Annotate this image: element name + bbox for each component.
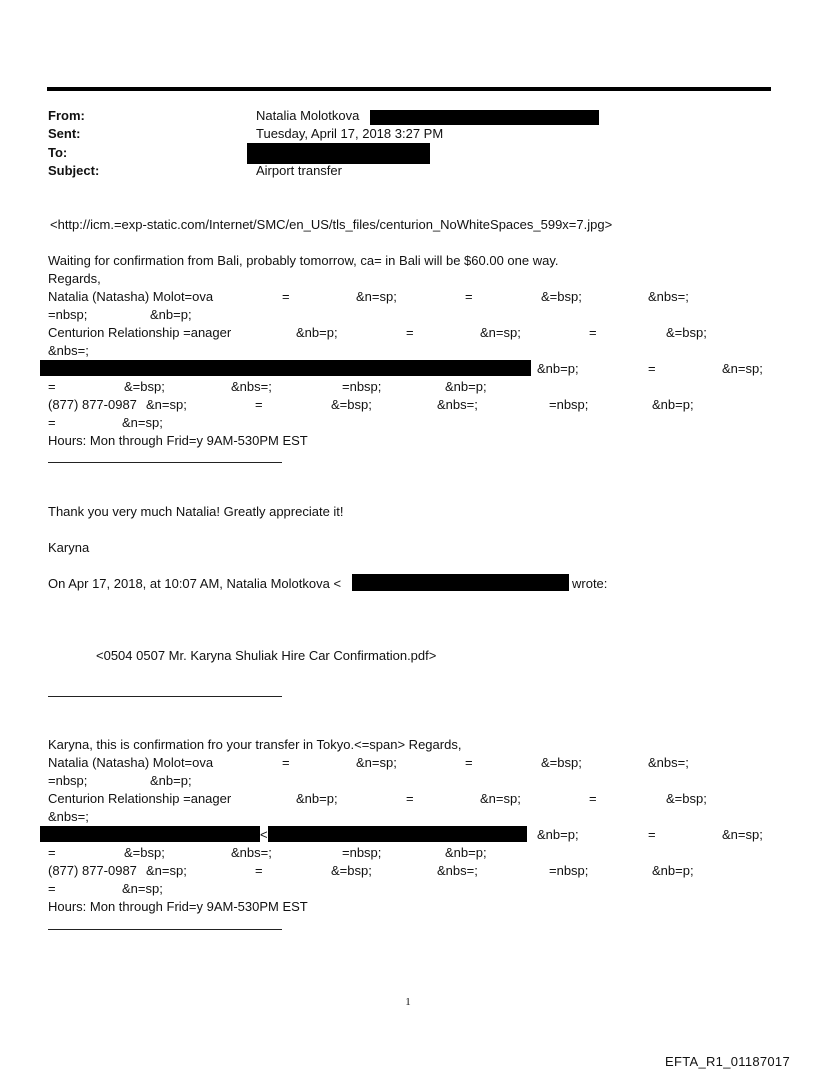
sig1-name-cell-4: &=bsp;	[541, 289, 582, 304]
sig2-title-cell-3: &n=sp;	[480, 791, 521, 806]
sig1-phone-cell-1: &n=sp;	[146, 397, 187, 412]
sig1-row6-cell-4: =nbsp;	[342, 379, 382, 394]
sig2-row6-cell-2: &=bsp;	[124, 845, 165, 860]
separator-2	[48, 696, 282, 697]
sig1-title-cell-1: &nb=p;	[296, 325, 338, 340]
redaction-quote-email	[352, 574, 569, 591]
sig2-row2-cell-1: =nbsp;	[48, 773, 88, 788]
sig1-redact-cell-3: &n=sp;	[722, 361, 763, 376]
sig2-row6-cell-4: =nbsp;	[342, 845, 382, 860]
sig1-phone-cell-2: =	[255, 397, 263, 412]
separator-1	[48, 462, 282, 463]
sig1-row2-cell-2: &nb=p;	[150, 307, 192, 322]
sig1-row4: &nbs=;	[48, 343, 89, 358]
sig2-phone-cell-6: &nb=p;	[652, 863, 694, 878]
message-1-regards: Regards,	[48, 271, 101, 286]
signature-2-hours: Hours: Mon through Frid=y 9AM-530PM EST	[48, 899, 308, 914]
sig1-phone-cell-4: &nbs=;	[437, 397, 478, 412]
sig2-phone-cell-4: &nbs=;	[437, 863, 478, 878]
sig1-name-cell-5: &nbs=;	[648, 289, 689, 304]
subject-value: Airport transfer	[256, 163, 342, 178]
redaction-signature-2a	[40, 826, 260, 842]
sig2-phone-cell-2: =	[255, 863, 263, 878]
quote-intro: On Apr 17, 2018, at 10:07 AM, Natalia Molotkova <	[48, 576, 342, 591]
quote-wrote: wrote:	[572, 576, 608, 591]
sig2-row6-cell-1: =	[48, 845, 56, 860]
attachment-filename: <0504 0507 Mr. Karyna Shuliak Hire Car Confirmation.pdf>	[96, 648, 437, 663]
sig1-row2-cell-1: =nbsp;	[48, 307, 88, 322]
to-label: To:	[48, 145, 68, 160]
signature-2-title: Centurion Relationship =anager	[48, 791, 232, 806]
sig1-name-cell-2: &n=sp;	[356, 289, 397, 304]
sig1-title-cell-5: &=bsp;	[666, 325, 707, 340]
reply-thanks: Thank you very much Natalia! Greatly appreciate it!	[48, 504, 344, 519]
sig1-phone-cell-3: &=bsp;	[331, 397, 372, 412]
sig1-name-cell-3: =	[465, 289, 473, 304]
header-divider	[47, 87, 771, 91]
redaction-signature-2b	[268, 826, 527, 842]
signature-2-name: Natalia (Natasha) Molot=ova	[48, 755, 214, 770]
sig2-redact-cell-1: &nb=p;	[537, 827, 579, 842]
sig2-phone-cell-3: &=bsp;	[331, 863, 372, 878]
signature-1-name: Natalia (Natasha) Molot=ova	[48, 289, 214, 304]
signature-2-phone: (877) 877-0987	[48, 863, 137, 878]
signature-1-hours: Hours: Mon through Frid=y 9AM-530PM EST	[48, 433, 308, 448]
sig2-title-cell-1: &nb=p;	[296, 791, 338, 806]
sig2-redact-cell-3: &n=sp;	[722, 827, 763, 842]
sig2-row8-cell-1: =	[48, 881, 56, 896]
from-label: From:	[48, 108, 85, 123]
from-value: Natalia Molotkova	[256, 108, 360, 123]
sig2-phone-cell-5: =nbsp;	[549, 863, 589, 878]
sig2-name-cell-5: &nbs=;	[648, 755, 689, 770]
message-2-text: Karyna, this is confirmation fro your transfer in Tokyo.<=span> Regards,	[48, 737, 462, 752]
redaction-from-email	[370, 110, 599, 125]
sig1-redact-cell-1: &nb=p;	[537, 361, 579, 376]
page-number: 1	[405, 996, 411, 1008]
redaction-to	[247, 143, 430, 164]
sig2-name-cell-2: &n=sp;	[356, 755, 397, 770]
sig2-row6-cell-5: &nb=p;	[445, 845, 487, 860]
sig1-phone-cell-5: =nbsp;	[549, 397, 589, 412]
sent-label: Sent:	[48, 126, 81, 141]
sig2-name-cell-1: =	[282, 755, 290, 770]
sig2-name-cell-3: =	[465, 755, 473, 770]
sig1-name-cell-1: =	[282, 289, 290, 304]
sig1-title-cell-3: &n=sp;	[480, 325, 521, 340]
sig1-row8-cell-2: &n=sp;	[122, 415, 163, 430]
sig2-name-cell-4: &=bsp;	[541, 755, 582, 770]
sig2-title-cell-4: =	[589, 791, 597, 806]
sig1-phone-cell-6: &nb=p;	[652, 397, 694, 412]
separator-3	[48, 929, 282, 930]
sig1-redact-cell-2: =	[648, 361, 656, 376]
sig1-title-cell-4: =	[589, 325, 597, 340]
signature-1-title: Centurion Relationship =anager	[48, 325, 232, 340]
sig2-title-cell-2: =	[406, 791, 414, 806]
sig1-row8-cell-1: =	[48, 415, 56, 430]
sig2-row2-cell-2: &nb=p;	[150, 773, 192, 788]
sig1-row6-cell-3: &nbs=;	[231, 379, 272, 394]
image-link: <http://icm.=exp-static.com/Internet/SMC/en_US/tls_files/centurion_NoWhiteSpaces_599x=7.jpg>	[50, 217, 613, 232]
subject-label: Subject:	[48, 163, 100, 178]
sig2-phone-cell-1: &n=sp;	[146, 863, 187, 878]
document-id: EFTA_R1_01187017	[664, 1054, 790, 1069]
sig1-row6-cell-5: &nb=p;	[445, 379, 487, 394]
redaction-signature-1	[40, 360, 531, 376]
sig2-row4: &nbs=;	[48, 809, 89, 824]
message-1-text: Waiting for confirmation from Bali, probably tomorrow, ca= in Bali will be $60.00 one way.	[48, 253, 559, 268]
sig1-row6-cell-2: &=bsp;	[124, 379, 165, 394]
reply-name: Karyna	[48, 540, 90, 555]
sig1-title-cell-2: =	[406, 325, 414, 340]
sig2-row8-cell-2: &n=sp;	[122, 881, 163, 896]
sig1-row6-cell-1: =	[48, 379, 56, 394]
sent-value: Tuesday, April 17, 2018 3:27 PM	[256, 126, 444, 141]
sig2-title-cell-5: &=bsp;	[666, 791, 707, 806]
signature-1-phone: (877) 877-0987	[48, 397, 137, 412]
sig2-row6-cell-3: &nbs=;	[231, 845, 272, 860]
sig2-redact-cell-2: =	[648, 827, 656, 842]
sig2-lt: <	[260, 827, 268, 842]
